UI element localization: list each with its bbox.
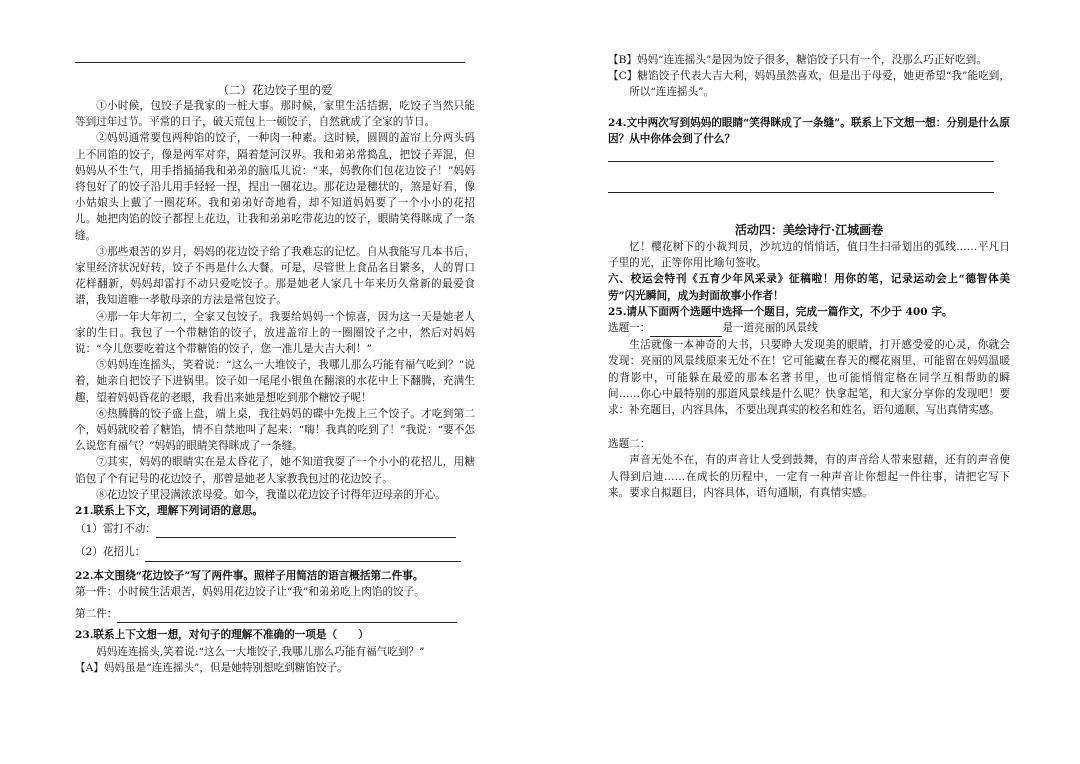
topic-1-blank[interactable]: [650, 320, 722, 337]
answer-blank-21-2[interactable]: [145, 544, 461, 561]
answer-line-24-1[interactable]: [608, 161, 994, 162]
section-6: 六、校运会特刊《五育少年风采录》征稿啦！用你的笔，记录运动会上“德智体美劳”闪光瞬间，成为封面故事小作者！: [608, 273, 1010, 302]
topic-1-heading: [608, 320, 1010, 337]
option-a[interactable]: 【A】妈妈虽是“连连摇头”，但是她特别想吃到糖馅饺子。: [75, 661, 348, 674]
paragraph-7: ⑦其实，妈妈的眼睛实在是太昏花了，她不知道我耍了一个小小的花招儿，用糖馅包了个有记号的花边饺子，那曾是她老人家教我包过的花边饺子。: [75, 456, 475, 485]
paragraph-5: ⑤妈妈连连摇头，笑着说：“这么一大堆饺子，我哪儿那么巧能有福气吃到？”说着，她亲自把饺子下进锅里。饺子如一尾尾小银鱼在翻滚的水花中上下翻腾，充满生趣，望着妈妈昏花的老眼，我看出来她是想吃到那个糖饺子呢！: [75, 359, 475, 404]
topic-1-label: 选题一：: [608, 322, 651, 335]
question-24: 24.文中两次写到妈妈的眼睛“笑得眯成了一条缝”。联系上下文想一想：分别是什么原因？从中你体会到了什么？: [608, 116, 1010, 145]
question-25: 25.请从下面两个选题中选择一个题目，完成一篇作文，不少于 400 字。: [608, 305, 953, 318]
paragraph-2: ②妈妈通常要包两种馅的饺子，一种肉一种素。这时候，圆圆的盖帘上分两头码上不同馅的饺子，像是两军对弈，隔着楚河汉界。我和弟弟常捣乱，把饺子弄混，但妈妈从不生气，用手指捅捅我和弟弟的脑瓜儿说：“来，妈教你们包花边饺子！”妈妈将包好了的饺子沿儿用手轻轻一捏，捏出一圈花边。那花边是穗状的，煞是好看，像小姑娘头上戴了一圈花环。我和弟弟好奇地看，却不知道妈妈要了一个小小的花招儿。她把肉馅的饺子都捏上花边，让我和弟弟吃带花边的饺子，眼睛笑得眯成了一条缝。: [75, 132, 475, 242]
paragraph-8: ⑧花边饺子里浸满浓浓母爱。如今，我谨以花边饺子讨得年迈母亲的开心。: [96, 488, 446, 501]
paragraph-6: ⑥热腾腾的饺子盛上盘，端上桌，我往妈妈的碟中先拨上三个饺子。才吃到第二个，妈妈就咬着了糖馅，情不自禁地叫了起来：“嗨！我真的吃到了！”我说：“要不怎么说您有福气？”妈妈的眼睛笑得眯成了一条缝。: [75, 407, 475, 453]
option-c[interactable]: 【C】糖馅饺子代表大吉大利，妈妈虽然喜欢，但是出于母爱，她更希望“我”能吃到，所以“连连摇头”。: [608, 70, 1010, 99]
top-rule-left: [75, 62, 465, 63]
question-21-1-label: （1）雷打不动：: [75, 523, 156, 536]
answer-line-24-2[interactable]: [608, 192, 994, 193]
answer-blank-22[interactable]: [117, 606, 457, 623]
answer-blank-21-1[interactable]: [156, 521, 456, 538]
topic-1-suffix: 是一道亮丽的风景线: [722, 322, 818, 335]
paragraph-4: ④那一年大年初二，全家又包饺子。我要给妈妈一个惊喜，因为这一天是她老人家的生日。我包了一个带糖馅的饺子，放进盖帘上的一圈圈饺子之中，然后对妈妈说：“今儿您要吃着这个带糖馅的饺子，您一准儿是大吉大利！”: [75, 310, 475, 356]
question-22-second: [75, 606, 475, 623]
activity-title: 活动四：美绘诗行·江城画卷: [734, 223, 884, 238]
activity-text: 忆！樱花树下的小裁判员，沙坑边的悄悄话，值日生扫帚划出的弧线……平凡日子里的光，正等你用比喻句签收。: [608, 241, 1010, 270]
topic-1-text: 生活就像一本神奇的大书，只要睁大发现美的眼睛，打开感受爱的心灵，你就会发现：亮丽的风景线原来无处不在！它可能藏在春天的樱花雨里，可能留在妈妈温暖的背影中，可能躲在最爱的那本名著书里，也可能悄悄定格在同学互相帮助的瞬间……你心中最特别的那道风景线是什么呢？快拿起笔，和大家分享你的发现吧！要求：补充题目，内容具体，不要出现真实的校名和姓名，语句通顺，写出真情实感。: [608, 339, 1010, 417]
question-21-2-label: （2）花招儿：: [75, 546, 146, 559]
question-22: 22.本文围绕“花边饺子”写了两件事。照样子用简洁的语言概括第二件事。: [75, 569, 424, 582]
option-b[interactable]: 【B】妈妈“连连摇头”是因为饺子很多，糖馅饺子只有一个，没那么巧正好吃到。: [608, 54, 987, 66]
question-22-second-label: 第二件：: [75, 608, 118, 621]
question-23-quote: 妈妈连连摇头,笑着说:“这么一大堆饺子,我哪儿那么巧能有福气吃到？”: [96, 645, 425, 658]
topic-2-label: 选题二：: [608, 438, 651, 451]
question-21-2: [75, 544, 475, 561]
question-21: 21.联系上下文，理解下列词语的意思。: [75, 505, 263, 518]
question-21-1: [75, 521, 475, 538]
paragraph-1: ①小时候，包饺子是我家的一桩大事。那时候，家里生活拮据，吃饺子当然只能等到过年过节。平常的日子，破天荒包上一顿饺子，自然就成了全家的节日。: [75, 100, 475, 129]
passage-title: （二）花边饺子里的爱: [217, 83, 333, 97]
question-23: 23.联系上下文想一想，对句子的理解不准确的一项是（ ）: [75, 629, 369, 642]
topic-2-text: 声音无处不在，有的声音让人受到鼓舞，有的声音给人带来慰藉，还有的声音使人得到启迪……在成长的历程中，一定有一种声音让你想起一件往事，请把它写下来。要求自拟题目，内容具体，语句通顺，有真情实感。: [608, 454, 1010, 499]
paragraph-3: ③那些艰苦的岁月，妈妈的花边饺子给了我难忘的记忆。自从我能写几本书后，家里经济状况好转，饺子不再是什么大餐。可是，尽管世上食品名目繁多，人的胃口花样翻新，妈妈却雷打不动只爱吃饺子。那是她老人家几十年来历久常新的最爱食谱，我知道唯一孝敬母亲的方法是常包饺子。: [75, 245, 475, 307]
question-22-first: 第一件：小时候生活艰苦，妈妈用花边饺子让“我”和弟弟吃上肉馅的饺子。: [75, 585, 425, 598]
